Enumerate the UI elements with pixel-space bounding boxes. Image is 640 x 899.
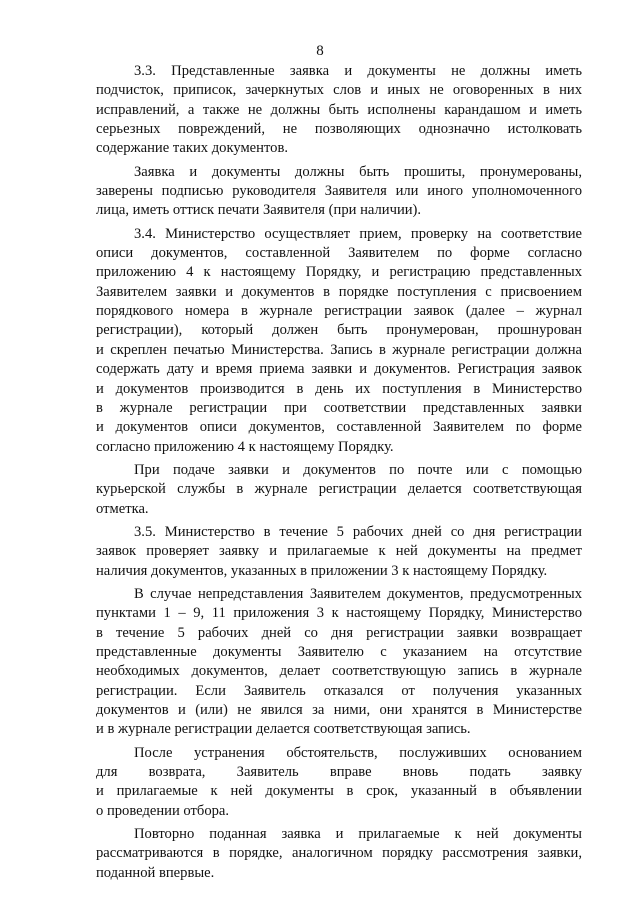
text-line: представленные документы Заявителю с указанием на отсутствие xyxy=(96,643,582,660)
text-line: 3.5. Министерство в течение 5 рабочих дней со дня регистрации xyxy=(134,523,582,540)
page-number: 8 xyxy=(316,43,324,59)
text-line: и скреплен печатью Министерства. Запись в журнале регистрации должна xyxy=(96,341,582,358)
text-line: и документов производится в день их поступления в Министерство xyxy=(96,380,582,397)
text-line: рассматриваются в порядке, аналогичном порядку рассмотрения заявки, xyxy=(96,845,582,862)
text-line: лица, иметь оттиск печати Заявителя (при наличии). xyxy=(96,202,422,219)
text-line: приложению 4 к настоящему Порядку, и регистрацию представленных xyxy=(96,264,582,281)
paragraph xyxy=(96,744,582,821)
text-line: Заявка и документы должны быть прошиты, пронумерованы, xyxy=(134,163,582,180)
text-line: о проведении отбора. xyxy=(96,802,230,819)
text-line: отметка. xyxy=(96,500,149,517)
text-line: согласно приложению 4 к настоящему Порядку. xyxy=(96,438,394,455)
text-line: Повторно поданная заявка и прилагаемые к ней документы xyxy=(134,826,582,843)
text-line: пунктами 1 – 9, 11 приложения 3 к настоящему Порядку, Министерство xyxy=(96,605,582,622)
text-line: В случае непредставления Заявителем документов, предусмотренных xyxy=(134,585,582,602)
paragraph xyxy=(96,163,582,221)
text-line: и прилагаемые к ней документы в срок, указанный в объявлении xyxy=(96,783,582,800)
text-line: подчисток, приписок, зачеркнутых слов и иных не оговоренных в них xyxy=(96,82,582,99)
text-line: необходимых документов, делает соответствующую запись в журнале xyxy=(96,663,582,680)
text-line: заверены подписью руководителя Заявителя или иного уполномоченного xyxy=(96,183,582,200)
text-line: в течение 5 рабочих дней со дня регистрации заявки возвращает xyxy=(96,624,582,641)
text-line: документов и (или) не явился за ними, они хранятся в Министерстве xyxy=(96,702,582,718)
text-line: 3.3. Представленные заявка и документы не должны иметь xyxy=(134,63,582,79)
text-line: содержание таких документов. xyxy=(96,140,288,157)
text-line: курьерской службы в журнале регистрации делается соответствующая xyxy=(96,481,582,498)
text-line: заявок проверяет заявку и прилагаемые к ней документы на предмет xyxy=(96,543,582,560)
paragraph xyxy=(96,585,582,740)
text-line: серьезных повреждений, не позволяющих однозначно истолковать xyxy=(96,121,582,138)
document-body xyxy=(96,62,582,883)
paragraph xyxy=(96,825,582,883)
text-line: поданной впервые. xyxy=(96,864,215,881)
text-line: При подаче заявки и документов по почте или с помощью xyxy=(134,461,582,478)
text-line: регистрации. Если Заявитель отказался от получения указанных xyxy=(96,682,582,699)
text-line: для возврата, Заявитель вправе вновь подать заявку xyxy=(96,764,582,781)
text-line: содержать дату и время приема заявки и документов. Регистрация заявок xyxy=(96,361,582,378)
text-line: исправлений, а также не должны быть исполнены карандашом и иметь xyxy=(96,101,582,118)
text-line: и в журнале регистрации делается соответствующая запись. xyxy=(96,721,471,738)
paragraph xyxy=(96,523,582,581)
text-line: описи документов, составленной Заявителем по форме согласно xyxy=(96,245,582,262)
text-line: После устранения обстоятельств, послуживших основанием xyxy=(134,744,582,761)
paragraph xyxy=(96,225,582,457)
text-line: 3.4. Министерство осуществляет прием, проверку на соответствие xyxy=(134,225,582,242)
text-line: наличия документов, указанных в приложении 3 к настоящему Порядку. xyxy=(96,562,548,579)
text-line: в журнале регистрации при соответствии представленных заявки xyxy=(96,399,582,416)
paragraph xyxy=(96,461,582,519)
text-line: регистрации), который должен быть пронумерован, прошнурован xyxy=(96,322,582,339)
text-line: порядкового номера в журнале регистрации заявок (далее – журнал xyxy=(96,303,582,320)
paragraph xyxy=(96,62,582,159)
text-line: и документов описи документов, составленной Заявителем по форме xyxy=(96,419,582,436)
text-line: Заявителем заявки и документов в порядке поступления с присвоением xyxy=(96,283,582,300)
